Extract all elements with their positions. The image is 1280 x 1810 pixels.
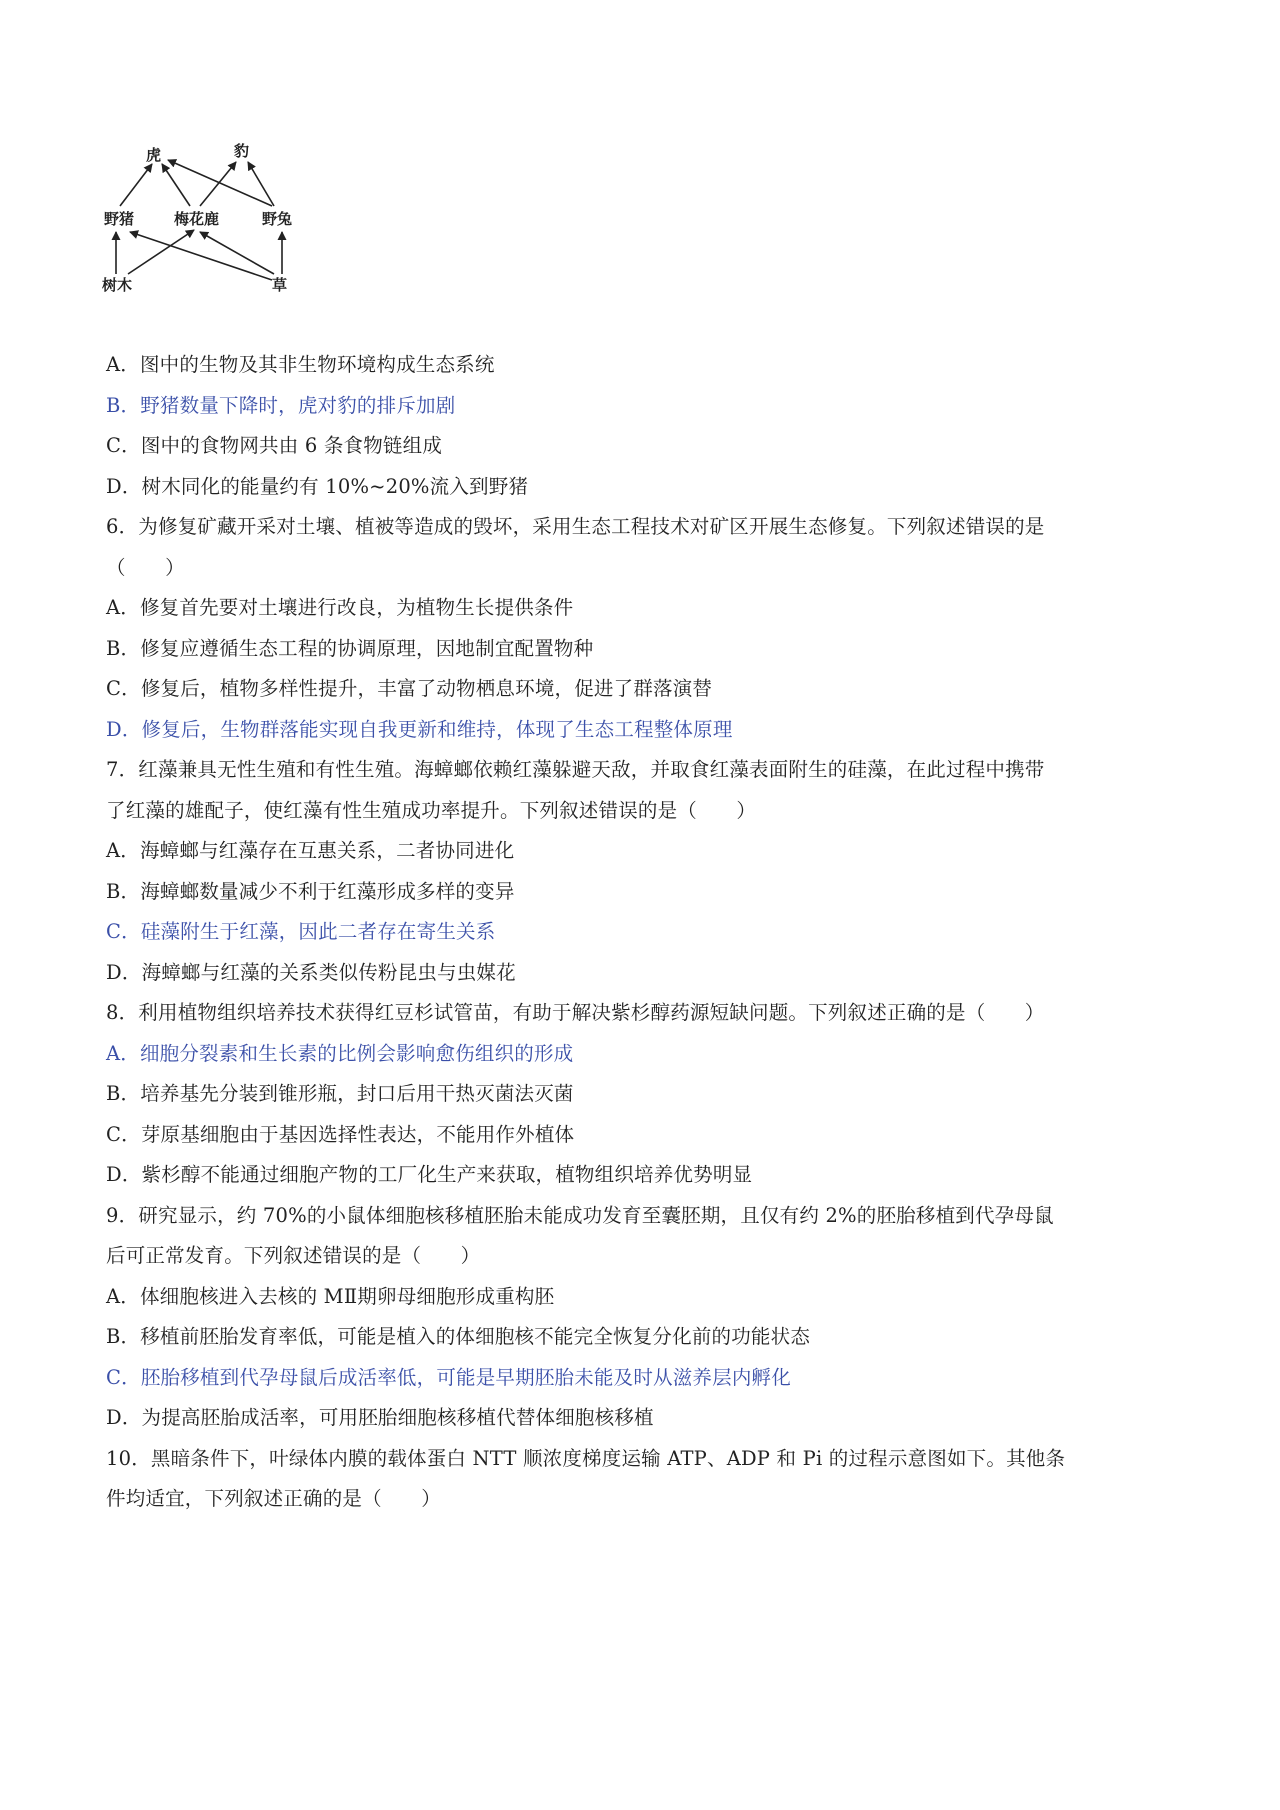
node-tree: 树木 (102, 276, 133, 294)
text-line: C．硅藻附生于红藻，因此二者存在寄生关系 (106, 920, 496, 943)
arrow-tree-to-deer (128, 230, 194, 274)
arrow-deer-to-tiger (162, 164, 190, 206)
text-line: D．树木同化的能量约有 10%~20%流入到野猪 (106, 474, 529, 498)
node-deer: 梅花鹿 (174, 210, 220, 228)
text-line: 8．利用植物组织培养技术获得红豆杉试管苗，有助于解决紫杉醇药源短缺问题。下列叙述正确的是（ ） (106, 1001, 1045, 1024)
text-line: 10．黑暗条件下，叶绿体内膜的载体蛋白 NTT 顺浓度梯度运输 ATP、ADP 和 Pi 的过程示意图如下。其他条 (106, 1446, 1066, 1470)
text-line: C．图中的食物网共由 6 条食物链组成 (106, 434, 443, 457)
text-line: B．海蟑螂数量减少不利于红藻形成多样的变异 (106, 879, 515, 903)
arrow-hare-to-tiger (168, 160, 272, 206)
node-hare: 野兔 (262, 210, 293, 228)
text-line: （ ） (106, 555, 185, 579)
text-line: B．修复应遵循生态工程的协调原理，因地制宜配置物种 (106, 636, 594, 660)
text-line: D．修复后，生物群落能实现自我更新和维持，体现了生态工程整体原理 (106, 717, 733, 741)
text-line: 件均适宜，下列叙述正确的是（ ） (106, 1487, 441, 1510)
node-boar: 野猪 (104, 210, 135, 228)
text-line: A．细胞分裂素和生长素的比例会影响愈伤组织的形成 (106, 1041, 574, 1065)
text-line: A．海蟑螂与红藻存在互惠关系，二者协同进化 (106, 839, 515, 862)
arrow-grass-to-boar (130, 232, 272, 280)
text-line: B．培养基先分装到锥形瓶，封口后用干热灭菌法灭菌 (106, 1082, 574, 1105)
question-text (106, 345, 1186, 1520)
arrow-hare-to-leopard (248, 162, 274, 206)
text-line: B．野猪数量下降时，虎对豹的排斥加剧 (106, 393, 456, 417)
text-line: 后可正常发育。下列叙述错误的是（ ） (106, 1244, 481, 1267)
text-line: A．体细胞核进入去核的 MⅡ期卵母细胞形成重构胚 (106, 1284, 555, 1308)
text-line: A．修复首先要对土壤进行改良，为植物生长提供条件 (106, 596, 574, 619)
text-line: D．紫杉醇不能通过细胞产物的工厂化生产来获取，植物组织培养优势明显 (106, 1163, 753, 1186)
text-line: C．修复后，植物多样性提升，丰富了动物栖息环境，促进了群落演替 (106, 677, 713, 700)
arrow-boar-to-tiger (120, 164, 152, 206)
text-line: C．胚胎移植到代孕母鼠后成活率低，可能是早期胚胎未能及时从滋养层内孵化 (106, 1365, 791, 1389)
text-line: C．芽原基细胞由于基因选择性表达，不能用作外植体 (106, 1122, 575, 1146)
text-line: A．图中的生物及其非生物环境构成生态系统 (106, 353, 495, 376)
text-line: 9．研究显示，约 70%的小鼠体细胞核移植胚胎未能成功发育至囊胚期，且仅有约 2%的胚胎移植到代孕母鼠 (106, 1203, 1054, 1227)
node-tiger: 虎 (146, 146, 162, 164)
arrow-deer-to-leopard (200, 162, 236, 206)
food-web-diagram (100, 140, 350, 335)
node-grass: 草 (272, 276, 288, 294)
text-line: B．移植前胚胎发育率低，可能是植入的体细胞核不能完全恢复分化前的功能状态 (106, 1325, 811, 1348)
text-line: 7．红藻兼具无性生殖和有性生殖。海蟑螂依赖红藻躲避天敌，并取食红藻表面附生的硅藻，在此过程中携带 (106, 758, 1045, 781)
text-line: D．为提高胚胎成活率，可用胚胎细胞核移植代替体细胞核移植 (106, 1406, 654, 1429)
node-leopard: 豹 (234, 142, 250, 160)
text-line: 了红藻的雄配子，使红藻有性生殖成功率提升。下列叙述错误的是（ ） (106, 798, 757, 822)
text-line: D．海蟑螂与红藻的关系类似传粉昆虫与虫媒花 (106, 960, 516, 984)
text-line: 6．为修复矿藏开采对土壤、植被等造成的毁坏，采用生态工程技术对矿区开展生态修复。下列叙述错误的是 (106, 515, 1045, 538)
